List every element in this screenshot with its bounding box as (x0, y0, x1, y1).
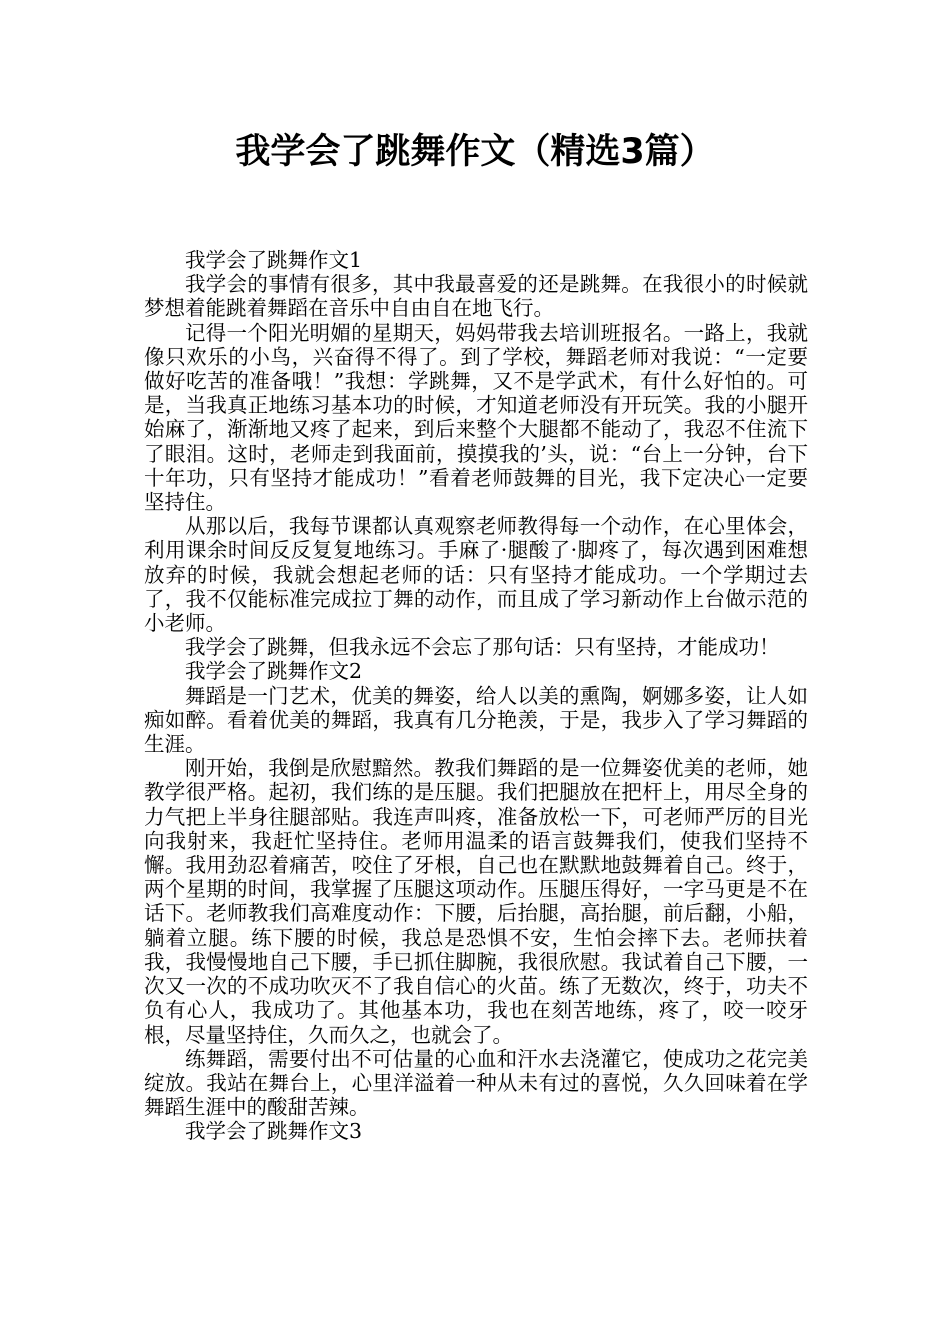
document-title: 我学会了跳舞作文（精选3篇） (235, 132, 715, 172)
paragraph: 从那以后，我每节课都认真观察老师教得每一个动作，在心里体会，利用课余时间反反复复地练习。手麻了·腿酸了·脚疼了，每次遇到困难想放弃的时候，我就会想起老师的话：只有坚持才能成功。一个学期过去了，我不仅能标准完成拉丁舞的动作，而且成了学习新动作上台做示范的小老师。 (144, 514, 808, 636)
paragraph: 舞蹈是一门艺术，优美的舞姿，给人以美的熏陶，婀娜多姿，让人如痴如醉。看着优美的舞蹈，我真有几分艳羡，于是，我步入了学习舞蹈的生涯。 (144, 683, 808, 757)
section-heading-2: 我学会了跳舞作文2 (185, 659, 363, 684)
paragraph: 我学会了跳舞，但我永远不会忘了那句话：只有坚持，才能成功！ (185, 635, 780, 660)
document-body (144, 248, 808, 1144)
paragraph: 刚开始，我倒是欣慰黯然。教我们舞蹈的是一位舞姿优美的老师，她教学很严格。起初，我们练的是压腿。我们把腿放在把杆上，用尽全身的力气把上半身往腿部贴。我连声叫疼，准备放松一下，可老师严厉的目光向我射来，我赶忙坚持住。老师用温柔的语言鼓舞我们，使我们坚持不懈。我用劲忍着痛苦，咬住了牙根，自己也在默默地鼓舞着自己。终于，两个星期的时间，我掌握了压腿这项动作。压腿压得好，一字马更是不在话下。老师教我们高难度动作：下腰，后抬腿，高抬腿，前后翻，小船，躺着立腿。练下腰的时候，我总是恐惧不安，生怕会摔下去。老师扶着我，我慢慢地自己下腰，手已抓住脚腕，我很欣慰。我试着自己下腰，一次又一次的不成功吹灭不了我自信心的火苗。练了无数次，终于，功夫不负有心人，我成功了。其他基本功，我也在刻苦地练，疼了，咬一咬牙根，尽量坚持住，久而久之，也就会了。 (144, 756, 808, 1047)
section-heading-3: 我学会了跳舞作文3 (185, 1119, 363, 1144)
section-heading-1: 我学会了跳舞作文1 (185, 248, 363, 272)
paragraph: 记得一个阳光明媚的星期天，妈妈带我去培训班报名。一路上，我就像只欢乐的小鸟，兴奋得不得了。到了学校，舞蹈老师对我说：“一定要做好吃苦的准备哦！”我想：学跳舞，又不是学武术，有什么好怕的。可是，当我真正地练习基本功的时候，才知道老师没有开玩笑。我的小腿开始麻了，渐渐地又疼了起来，到后来整个大腿都不能动了，我忍不住流下了眼泪。这时，老师走到我面前，摸摸我的’头，说：“台上一分钟，台下十年功，只有坚持才能成功！”看着老师鼓舞的目光，我下定决心一定要坚持住。 (144, 320, 808, 515)
paragraph: 练舞蹈，需要付出不可估量的心血和汗水去浇灌它，使成功之花完美绽放。我站在舞台上，心里洋溢着一种从未有过的喜悦，久久回味着在学舞蹈生涯中的酸甜苦辣。 (144, 1046, 808, 1120)
paragraph: 我学会的事情有很多，其中我最喜爱的还是跳舞。在我很小的时候就梦想着能跳着舞蹈在音乐中自由自在地飞行。 (144, 272, 808, 321)
